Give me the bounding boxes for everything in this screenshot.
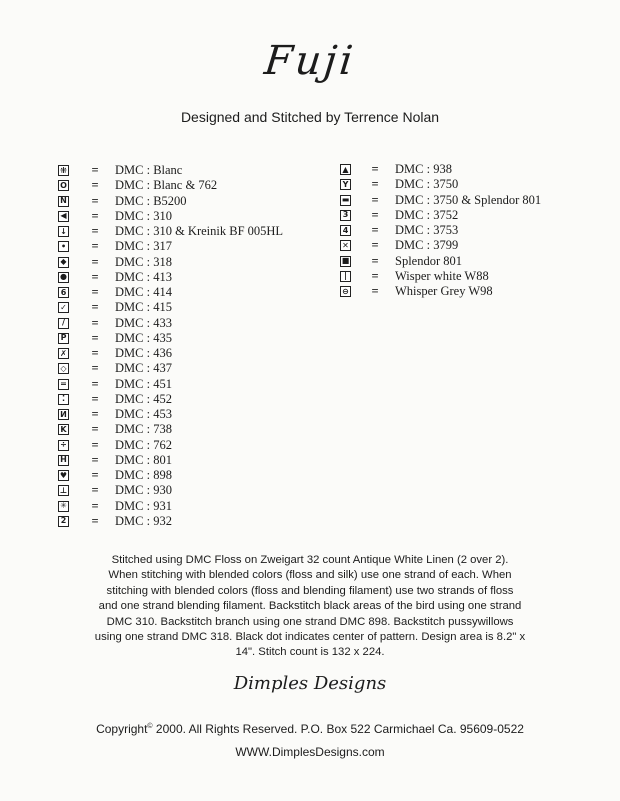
key-row — [58, 392, 283, 407]
equals-sign: = — [371, 207, 379, 222]
thread-label: DMC : 451 — [115, 376, 172, 391]
equals-sign: = — [91, 178, 99, 193]
stitch-symbol-icon: • — [58, 241, 69, 252]
stitch-symbol-icon: ▬ — [341, 195, 350, 205]
equals-sign: = — [91, 239, 99, 254]
stitching-notes — [62, 553, 558, 661]
key-row — [58, 285, 283, 300]
designer-byline: Designed and Stitched by Terrence Nolan — [180, 109, 440, 125]
equals-sign: = — [91, 483, 99, 498]
stitch-symbol-icon: ✳ — [58, 501, 69, 512]
stitch-symbol-icon: Y — [340, 179, 351, 190]
key-row — [58, 361, 283, 376]
equals-sign: = — [91, 468, 99, 483]
thread-label: DMC : Blanc — [115, 163, 183, 178]
thread-label: Wisper white W88 — [395, 268, 489, 283]
equals-sign: = — [91, 452, 99, 467]
stitch-symbol-icon: N — [58, 196, 69, 207]
thread-label: DMC : 3753 — [395, 223, 459, 238]
equals-sign: = — [371, 162, 379, 177]
equals-sign: = — [91, 285, 99, 300]
key-row — [340, 208, 541, 223]
stitch-symbol-icon: 4 — [340, 225, 351, 236]
thread-label: DMC : 762 — [115, 437, 172, 452]
thread-label: DMC : 413 — [115, 269, 172, 284]
brand-logo: Dimples Designs — [233, 673, 387, 694]
stitch-symbol-icon: И — [58, 409, 69, 420]
notes-line: Stitched using DMC Floss on Zweigart 32 count Antique White Linen (2 over 2). — [111, 554, 509, 566]
key-row — [340, 177, 541, 192]
thread-label: DMC : 3750 & Splendor 801 — [395, 192, 542, 207]
thread-label: DMC : 3799 — [395, 238, 459, 253]
stitch-symbol-icon: P — [58, 333, 69, 344]
key-row — [58, 224, 283, 239]
key-row — [58, 239, 283, 254]
key-row — [58, 316, 283, 331]
notes-line: When stitching with blended colors (floss and silk) use one strand of each. When — [108, 569, 512, 582]
equals-sign: = — [91, 346, 99, 361]
equals-sign: = — [91, 193, 99, 208]
key-row — [58, 331, 283, 346]
thread-label: DMC : B5200 — [115, 193, 187, 208]
stitch-symbol-icon: ⊖ — [340, 286, 351, 297]
stitch-symbol-icon: ♥ — [59, 470, 68, 480]
thread-label: DMC : Blanc & 762 — [115, 178, 218, 193]
notes-line: and one strand blending filament. Backstitch black areas of the bird using one strand — [98, 600, 522, 613]
equals-sign: = — [91, 254, 99, 269]
stitch-symbol-icon: H — [58, 455, 69, 466]
key-row — [340, 162, 541, 177]
stitch-symbol-icon: ÷ — [58, 440, 69, 451]
equals-sign: = — [91, 315, 99, 330]
key-row — [340, 254, 541, 269]
stitch-symbol-icon: ↓ — [58, 226, 69, 237]
stitch-symbol-icon: ✓ — [58, 302, 69, 313]
copyright-word: Copyright — [96, 722, 148, 736]
stitch-symbol-icon: ⊥ — [59, 485, 68, 495]
thread-label: DMC : 318 — [115, 254, 172, 269]
thread-label: DMC : 317 — [115, 239, 172, 254]
key-row — [58, 178, 283, 193]
thread-label: DMC : 310 & Kreinik BF 005HL — [115, 224, 284, 239]
thread-label: DMC : 415 — [115, 300, 172, 315]
stitch-symbol-icon: ✕ — [340, 240, 351, 251]
thread-label: DMC : 931 — [115, 498, 172, 513]
key-row — [58, 270, 283, 285]
stitch-symbol-icon: O — [58, 180, 69, 191]
key-row — [340, 269, 541, 284]
equals-sign: = — [91, 513, 99, 528]
key-row — [58, 377, 283, 392]
key-row — [58, 300, 283, 315]
stitch-symbol-icon: ● — [58, 272, 69, 283]
key-row — [58, 468, 283, 483]
equals-sign: = — [91, 498, 99, 513]
thread-label: DMC : 938 — [395, 162, 452, 177]
stitch-symbol-icon: ◀ — [58, 211, 69, 222]
key-row — [58, 514, 283, 529]
equals-sign: = — [91, 361, 99, 376]
key-row — [58, 255, 283, 270]
website-url: WWW.DimplesDesigns.com — [235, 745, 385, 759]
thread-label: DMC : 801 — [115, 452, 172, 467]
thread-label: DMC : 433 — [115, 315, 172, 330]
thread-label: DMC : 898 — [115, 468, 172, 483]
page-title: Fuji — [262, 38, 358, 84]
stitch-symbol-icon: ◆ — [58, 257, 69, 268]
color-key-right — [340, 162, 541, 299]
stitch-symbol-icon: ◇ — [58, 363, 69, 374]
notes-line: using one strand DMC 318. Black dot indicates center of pattern. Design area is 8.2" x — [94, 631, 526, 644]
key-row — [340, 238, 541, 253]
key-row — [58, 422, 283, 437]
key-row — [58, 163, 283, 178]
thread-label: DMC : 3752 — [395, 207, 459, 222]
equals-sign: = — [371, 268, 379, 283]
key-row — [58, 453, 283, 468]
key-row — [58, 209, 283, 224]
key-row — [340, 223, 541, 238]
thread-label: Whisper Grey W98 — [395, 284, 493, 299]
equals-sign: = — [91, 208, 99, 223]
equals-sign: = — [371, 253, 379, 268]
stitch-symbol-icon: ⁜ — [58, 165, 69, 176]
thread-label: DMC : 437 — [115, 361, 172, 376]
notes-line: stitching with blended colors (floss and blending filament) use two strands of floss — [106, 584, 514, 597]
stitch-symbol-icon: 3 — [340, 210, 351, 221]
stitch-symbol-icon: 6 — [58, 287, 69, 298]
stitch-symbol-icon: ⁚ — [58, 394, 69, 405]
equals-sign: = — [371, 177, 379, 192]
stitch-symbol-icon: K — [58, 424, 69, 435]
thread-label: DMC : 738 — [115, 422, 172, 437]
thread-label: DMC : 414 — [115, 285, 172, 300]
equals-sign: = — [91, 437, 99, 452]
stitch-symbol-icon: | — [340, 271, 351, 282]
equals-sign: = — [91, 224, 99, 239]
copyright-details: 2000. All Rights Reserved. P.O. Box 522 Carmichael Ca. 95609-0522 — [152, 722, 524, 736]
equals-sign: = — [91, 163, 99, 178]
key-row — [340, 193, 541, 208]
key-row — [58, 499, 283, 514]
equals-sign: = — [371, 284, 379, 299]
notes-line: 14". Stitch count is 132 x 224. — [235, 646, 385, 659]
equals-sign: = — [91, 330, 99, 345]
equals-sign: = — [371, 192, 379, 207]
copyright-line — [0, 722, 620, 736]
thread-label: DMC : 932 — [115, 513, 172, 528]
thread-label: Splendor 801 — [395, 253, 463, 268]
thread-label: DMC : 436 — [115, 346, 172, 361]
stitch-symbol-icon: ■ — [341, 256, 350, 266]
thread-label: DMC : 310 — [115, 208, 172, 223]
color-key-left — [58, 163, 283, 529]
key-row — [58, 438, 283, 453]
key-row — [58, 346, 283, 361]
equals-sign: = — [91, 376, 99, 391]
thread-label: DMC : 930 — [115, 483, 172, 498]
stitch-symbol-icon: ▲ — [340, 164, 351, 175]
equals-sign: = — [371, 223, 379, 238]
thread-label: DMC : 452 — [115, 391, 172, 406]
thread-label: DMC : 435 — [115, 330, 172, 345]
key-row — [340, 284, 541, 299]
equals-sign: = — [91, 407, 99, 422]
equals-sign: = — [91, 422, 99, 437]
notes-line: DMC 310. Backstitch branch using one strand DMC 898. Backstitch pussywillows — [106, 615, 514, 628]
stitch-symbol-icon: / — [58, 318, 69, 329]
key-row — [58, 483, 283, 498]
stitch-symbol-icon: 2 — [58, 516, 69, 527]
key-row — [58, 407, 283, 422]
thread-label: DMC : 3750 — [395, 177, 459, 192]
key-row — [58, 194, 283, 209]
equals-sign: = — [91, 391, 99, 406]
stitch-symbol-icon: = — [58, 379, 69, 390]
equals-sign: = — [371, 238, 379, 253]
thread-label: DMC : 453 — [115, 407, 172, 422]
stitch-symbol-icon: ✗ — [58, 348, 69, 359]
equals-sign: = — [91, 300, 99, 315]
equals-sign: = — [91, 269, 99, 284]
copyright-mark: © — [147, 723, 153, 730]
